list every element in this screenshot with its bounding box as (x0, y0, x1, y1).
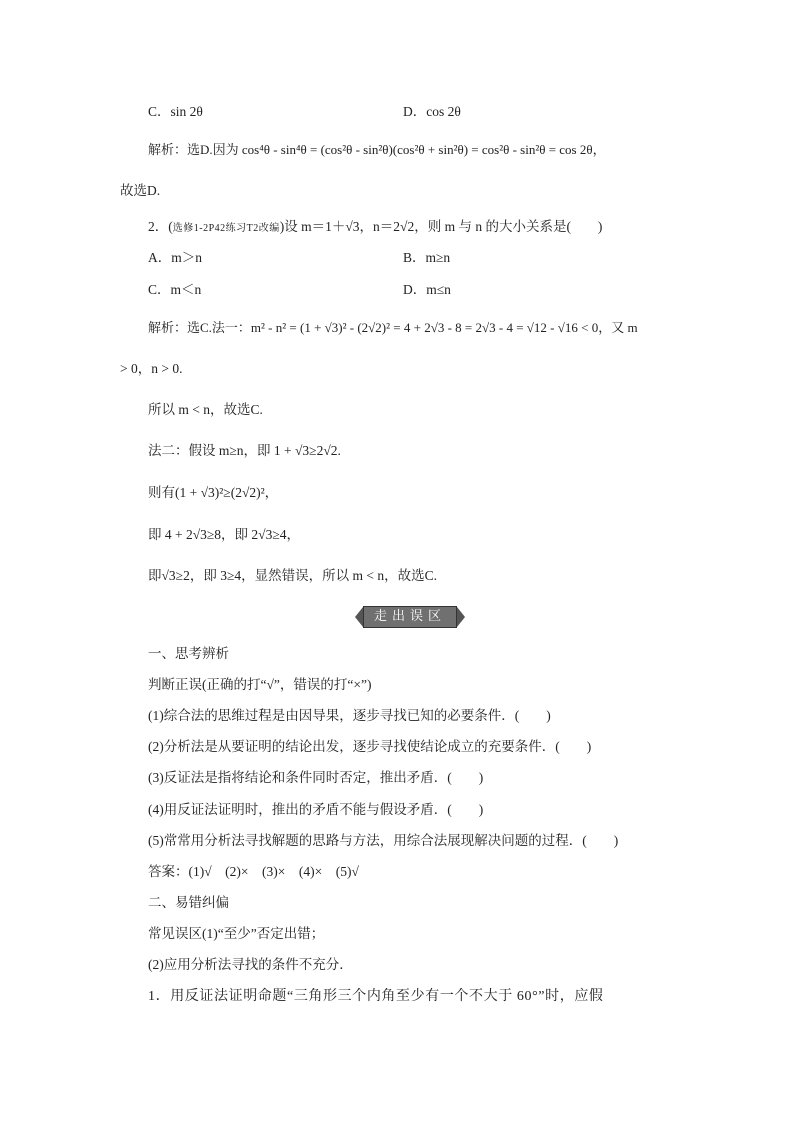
analysis-q1 (148, 141, 606, 159)
analysis-q2-step1-text: 则有(1 + √3)²≥(2√2)²， (148, 485, 279, 500)
option-d-q1 (403, 103, 461, 121)
analysis-q1-text: 解析：选D.因为 cos⁴θ - sin⁴θ = (cos²θ - sin²θ)(cos²θ + sin²θ) = cos²θ - sin²θ = cos 2θ， (148, 142, 606, 157)
analysis-q2-method1 (148, 319, 638, 337)
analysis-q2-method1-cont-text: > 0，n > 0. (120, 361, 183, 376)
question-2-stem: )设 m＝1＋√3，n＝2√2，则 m 与 n 的大小关系是( ) (279, 219, 603, 234)
banner-label: 走出误区 (363, 606, 457, 628)
analysis-q1-cont (120, 182, 160, 200)
question-1-section2 (148, 988, 604, 1006)
question-2-number: 2．( (148, 219, 173, 234)
analysis-q2-method2-text: 法二：假设 m≥n，即 1 + √3≥2√2. (148, 443, 341, 458)
analysis-q2-conclusion (148, 401, 263, 419)
common-mistake-2-text: (2)应用分析法寻找的条件不充分． (148, 957, 353, 972)
judge-item-4 (148, 801, 483, 819)
analysis-q2-step2-text: 即 4 + 2√3≥8，即 2√3≥4， (148, 527, 301, 542)
section-heading-1-text: 一、思考辨析 (148, 646, 229, 661)
section-heading-1 (148, 645, 229, 663)
option-c-q1 (148, 103, 203, 121)
option-d-q2-text: D．m≤n (403, 282, 451, 297)
section-heading-2 (148, 894, 229, 912)
judge-item-2 (148, 738, 591, 756)
question-2 (148, 218, 602, 238)
option-c-q2-text: C．m＜n (148, 282, 202, 297)
judge-item-4-text: (4)用反证法证明时，推出的矛盾不能与假设矛盾．( ) (148, 802, 484, 817)
option-a-q2-text: A．m＞n (148, 250, 202, 265)
common-mistake-1 (148, 925, 324, 943)
analysis-q2-step3-text: 即√3≥2，即 3≥4，显然错误，所以 m < n，故选C. (148, 568, 437, 583)
judge-item-5-text: (5)常常用分析法寻找解题的思路与方法，用综合法展现解决问题的过程．( ) (148, 833, 619, 848)
analysis-q2-method2 (148, 442, 341, 460)
judge-item-5 (148, 832, 618, 850)
option-b-q2 (403, 249, 450, 267)
judge-item-1 (148, 707, 551, 725)
common-mistake-2 (148, 956, 353, 974)
section-banner (355, 606, 465, 628)
analysis-q2-step3 (148, 567, 437, 585)
analysis-q2-method1-text: 解析：选C.法一：m² - n² = (1 + √3)² - (2√2)² = 4 + 2√3 - 8 = 2√3 - 4 = √12 - √16 < 0，又 m (148, 320, 638, 335)
question-1-section2-text: 1．用反证法证明命题“三角形三个内角至少有一个不大于 60°”时，应假 (148, 989, 604, 1004)
analysis-q2-method1-cont (120, 360, 182, 378)
option-b-q2-text: B．m≥n (403, 250, 451, 265)
option-c-q1-text: C．sin 2θ (148, 104, 203, 119)
judge-instruction-text: 判断正误(正确的打“√”，错误的打“×”) (148, 677, 372, 692)
judge-instruction (148, 676, 371, 694)
judge-item-2-text: (2)分析法是从要证明的结论出发，逐步寻找使结论成立的充要条件．( ) (148, 739, 592, 754)
answer-line (148, 863, 359, 881)
option-a-q2 (148, 249, 202, 267)
judge-item-3 (148, 769, 483, 787)
banner-left-chevron-icon (355, 607, 363, 627)
analysis-q2-step2 (148, 526, 300, 544)
judge-item-1-text: (1)综合法的思维过程是由因导果，逐步寻找已知的必要条件．( ) (148, 708, 551, 723)
judge-item-3-text: (3)反证法是指将结论和条件同时否定，推出矛盾．( ) (148, 770, 484, 785)
answer-line-text: 答案：(1)√ (2)× (3)× (4)× (5)√ (148, 864, 359, 879)
banner-right-chevron-icon (457, 607, 465, 627)
analysis-q1-cont-text: 故选D. (120, 183, 161, 198)
section-heading-2-text: 二、易错纠偏 (148, 895, 229, 910)
question-2-source-tag: 选修1-2P42练习T2改编 (172, 223, 280, 234)
common-mistake-1-text: 常见误区(1)“至少”否定出错； (148, 926, 325, 941)
option-d-q1-text: D．cos 2θ (403, 104, 461, 119)
option-c-q2 (148, 281, 201, 299)
analysis-q2-step1 (148, 484, 278, 502)
option-d-q2 (403, 281, 451, 299)
analysis-q2-conclusion-text: 所以 m < n，故选C. (148, 402, 263, 417)
